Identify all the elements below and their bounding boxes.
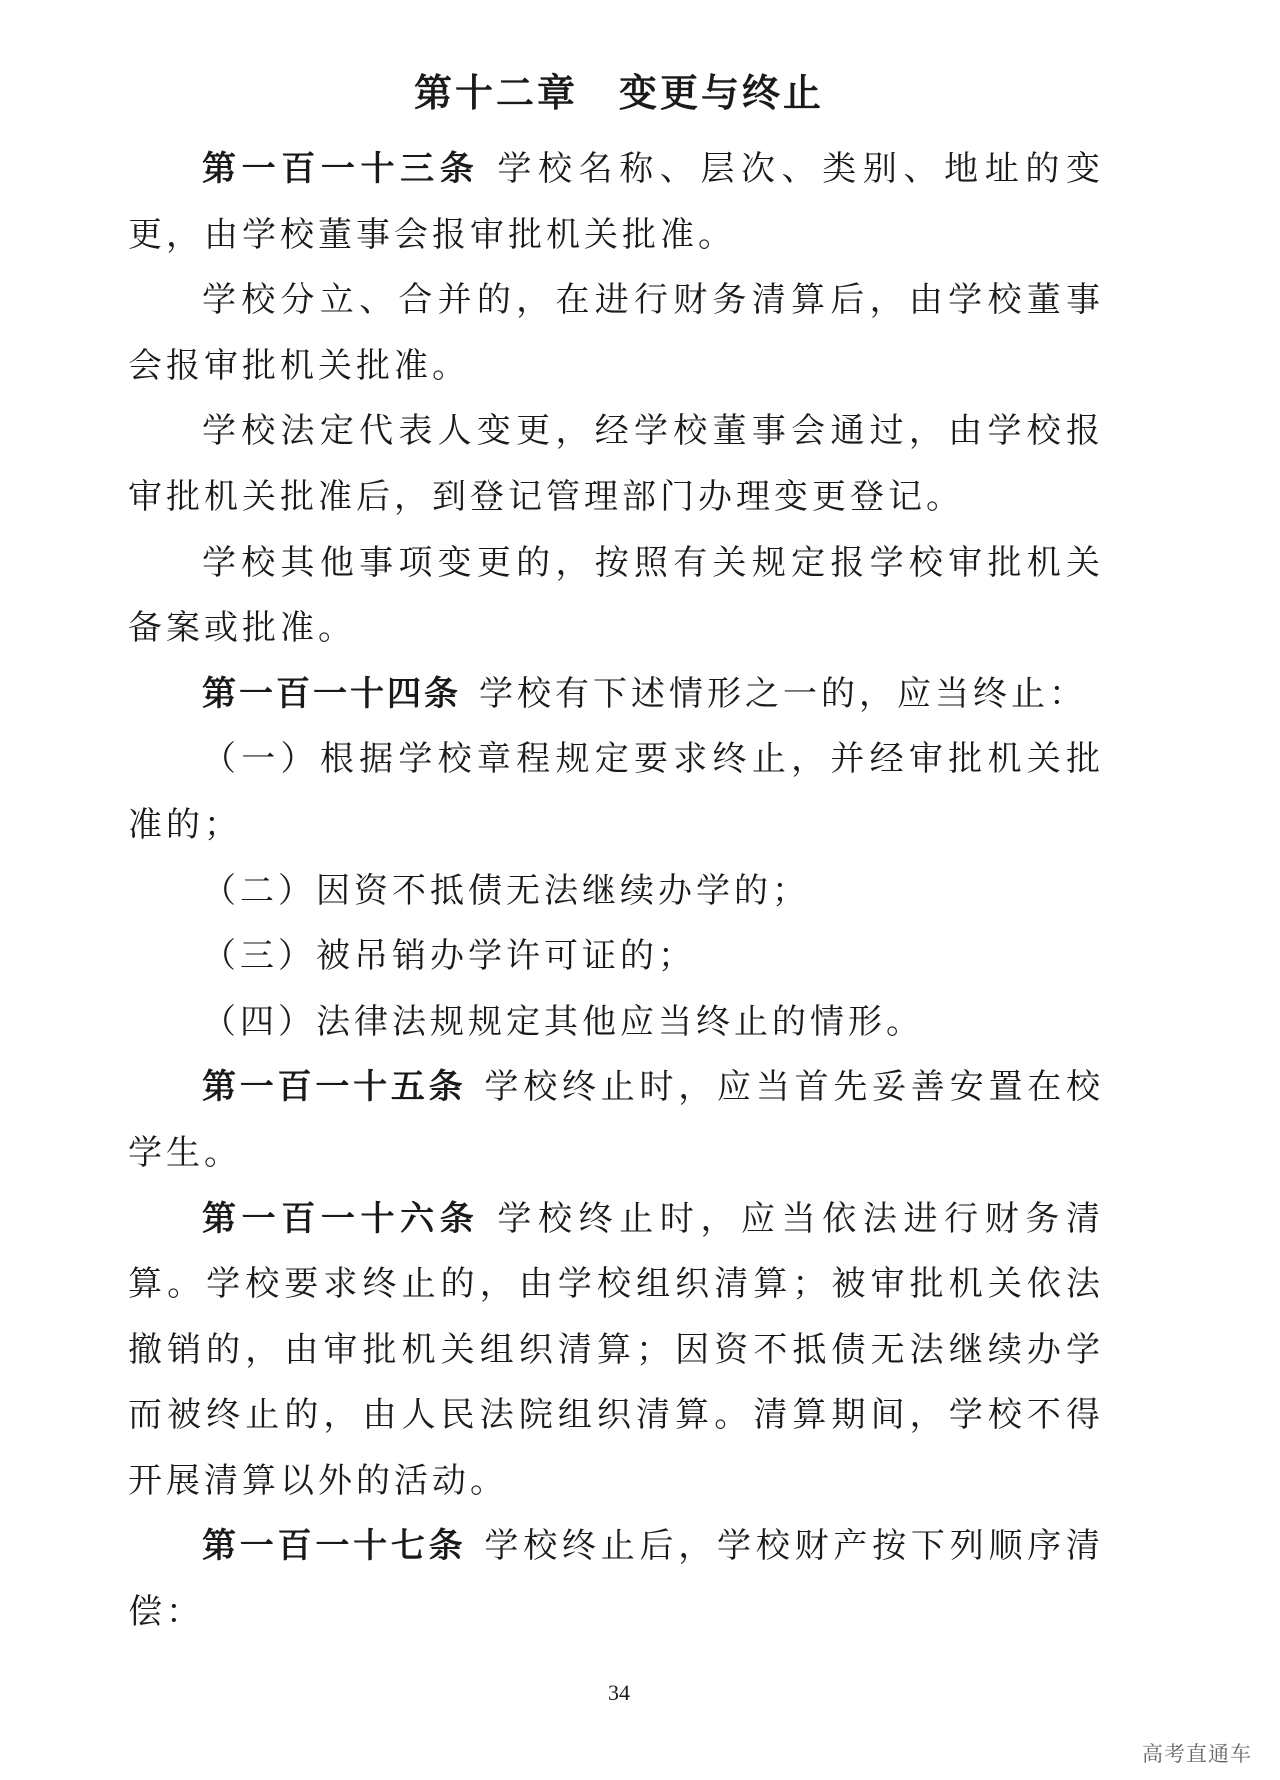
article-text: 学校终止时，应当首先妥善安置在校学生。 xyxy=(128,1067,1105,1173)
paragraph-text: 学校法定代表人变更，经学校董事会通过，由学校报审批机关批准后，到登记管理部门办理变更登记。 xyxy=(128,411,1104,517)
article-heading: 第一百一十六条 xyxy=(202,1198,480,1239)
paragraph xyxy=(128,531,1104,662)
list-item-text: （二）因资不抵债无法继续办学的； xyxy=(202,870,810,911)
article-text: 学校终止时，应当依法进行财务清算。学校要求终止的，由学校组织清算；被审批机关依法撤销的，由审批机关组织清算；因资不抵债无法继续办学而被终止的，由人民法院组织清算。清算期间，学校不得开展清算以外的活动。 xyxy=(128,1198,1105,1501)
page-number: 34 xyxy=(608,1680,630,1705)
paragraph-text: 学校分立、合并的，在进行财务清算后，由学校董事会报审批机关批准。 xyxy=(128,280,1104,386)
paragraph xyxy=(128,399,1104,530)
article-text: 学校名称、层次、类别、地址的变更，由学校董事会报审批机关批准。 xyxy=(128,149,1105,255)
article-text: 学校终止后，学校财产按下列顺序清偿： xyxy=(128,1526,1105,1633)
article-heading: 第一百一十五条 xyxy=(202,1067,467,1108)
list-item-text: （一）根据学校章程规定要求终止，并经审批机关批准的； xyxy=(128,739,1104,845)
article-115-paragraph xyxy=(128,1055,1104,1186)
article-114-paragraph xyxy=(128,662,1104,728)
list-item xyxy=(128,924,1104,990)
list-item xyxy=(128,990,1104,1056)
article-heading: 第一百一十四条 xyxy=(202,673,461,714)
list-item-text: （四）法律法规规定其他应当终止的情形。 xyxy=(202,1001,924,1042)
article-117-paragraph xyxy=(128,1514,1104,1645)
watermark: 高考直通车 xyxy=(1142,1742,1252,1766)
article-116-paragraph xyxy=(128,1187,1104,1515)
list-item-text: （三）被吊销办学许可证的； xyxy=(202,936,696,977)
article-113-paragraph xyxy=(128,137,1104,268)
paragraph-text: 学校其他事项变更的，按照有关规定报学校审批机关备案或批准。 xyxy=(128,542,1104,649)
article-heading: 第一百一十三条 xyxy=(202,149,480,189)
article-heading: 第一百一十七条 xyxy=(202,1526,467,1567)
chapter-title: 第十二章 变更与终止 xyxy=(413,71,824,115)
list-item xyxy=(128,859,1104,925)
document-body xyxy=(128,137,1104,1646)
paragraph xyxy=(128,268,1104,399)
article-text: 学校有下述情形之一的，应当终止： xyxy=(479,673,1087,714)
list-item xyxy=(128,727,1104,858)
